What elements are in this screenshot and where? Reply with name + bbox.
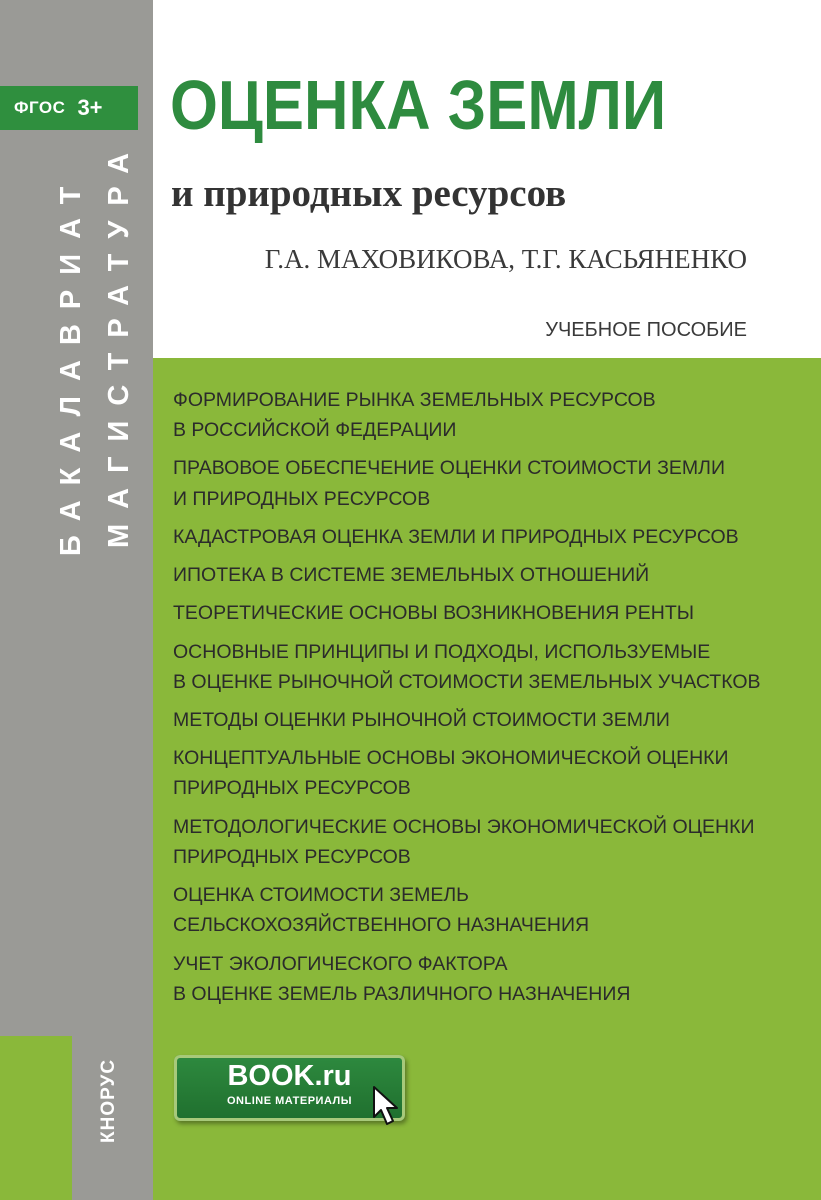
topic-item: ОСНОВНЫЕ ПРИНЦИПЫ И ПОДХОДЫ, ИСПОЛЬЗУЕМЫЕ В ОЦЕНКЕ РЫНОЧНОЙ СТОИМОСТИ ЗЕМЕЛЬНЫХ УЧАСТКОВ <box>173 640 761 693</box>
spine-bachelor-text: БАКАЛАВРИАТ <box>55 171 87 556</box>
topic-item: ОЦЕНКА СТОИМОСТИ ЗЕМЕЛЬ СЕЛЬСКОХОЗЯЙСТВЕННОГО НАЗНАЧЕНИЯ <box>173 884 590 937</box>
book-subtitle: и природных ресурсов <box>171 172 567 215</box>
fgos-label: ФГОС <box>14 98 66 117</box>
bookru-button[interactable] <box>174 1055 405 1121</box>
topic-item: КАДАСТРОВАЯ ОЦЕНКА ЗЕМЛИ И ПРИРОДНЫХ РЕСУРСОВ <box>173 525 739 548</box>
publisher-logo: КНОРУС <box>98 1058 119 1143</box>
topic-item: МЕТОДОЛОГИЧЕСКИЕ ОСНОВЫ ЭКОНОМИЧЕСКОЙ ОЦЕНКИ ПРИРОДНЫХ РЕСУРСОВ <box>173 815 755 868</box>
topic-item: УЧЕТ ЭКОЛОГИЧЕСКОГО ФАКТОРА В ОЦЕНКЕ ЗЕМЕЛЬ РАЗЛИЧНОГО НАЗНАЧЕНИЯ <box>173 952 631 1005</box>
cursor-icon <box>372 1085 402 1127</box>
bookru-sublabel: ONLINE МАТЕРИАЛЫ <box>226 1095 353 1107</box>
bookru-label: BOOK.ru <box>227 1060 352 1092</box>
topic-item: ИПОТЕКА В СИСТЕМЕ ЗЕМЕЛЬНЫХ ОТНОШЕНИЙ <box>173 564 650 587</box>
fgos-value: 3+ <box>77 95 103 120</box>
topic-item: ФОРМИРОВАНИЕ РЫНКА ЗЕМЕЛЬНЫХ РЕСУРСОВ В РОССИЙСКОЙ ФЕДЕРАЦИИ <box>173 389 656 442</box>
topic-item: ТЕОРЕТИЧЕСКИЕ ОСНОВЫ ВОЗНИКНОВЕНИЯ РЕНТЫ <box>173 602 694 625</box>
book-title: ОЦЕНКА ЗЕМЛИ <box>170 66 667 144</box>
topic-item: ПРАВОВОЕ ОБЕСПЕЧЕНИЕ ОЦЕНКИ СТОИМОСТИ ЗЕМЛИ И ПРИРОДНЫХ РЕСУРСОВ <box>173 457 725 510</box>
spine-master-text: МАГИСТРАТУРА <box>103 137 135 548</box>
fgos-badge <box>0 86 138 130</box>
spine-green-block <box>0 1036 72 1200</box>
topics-list <box>173 385 761 1017</box>
book-authors: Г.А. МАХОВИКОВА, Т.Г. КАСЬЯНЕНКО <box>264 244 747 274</box>
topic-item: МЕТОДЫ ОЦЕНКИ РЫНОЧНОЙ СТОИМОСТИ ЗЕМЛИ <box>173 708 670 731</box>
topic-item: КОНЦЕПТУАЛЬНЫЕ ОСНОВЫ ЭКОНОМИЧЕСКОЙ ОЦЕНКИ ПРИРОДНЫХ РЕСУРСОВ <box>173 747 729 800</box>
book-type: УЧЕБНОЕ ПОСОБИЕ <box>545 319 747 341</box>
